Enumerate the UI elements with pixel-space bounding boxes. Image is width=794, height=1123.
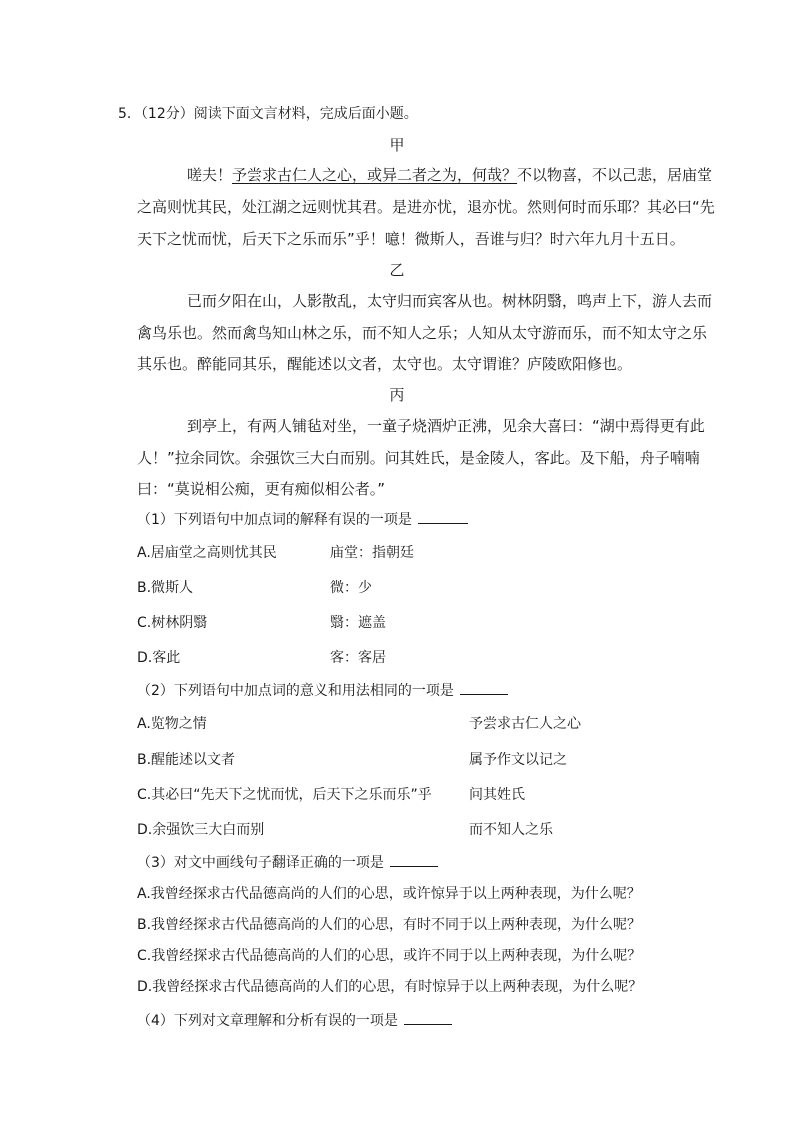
passage-bing-line-1: 到亭上，有两人铺毡对坐，一童子烧酒炉正沸，见余大喜曰：“湖中焉得更有此 [187,417,705,435]
question-number: 5． [118,106,141,122]
sub-question-2-option-a-compare: 予尝求古仁人之心 [469,716,581,732]
passage-jia-line-1 [187,164,712,186]
option-text: D.余强饮三大白而别 [137,822,265,838]
passage-jia-line-2: 之高则忧其民，处江湖之远则忧其君。是进亦忧，退亦忧。然则何时而乐耶？其必曰“先 [137,198,715,216]
sub-question-3-stem [137,852,438,873]
answer-blank-2[interactable] [460,680,508,695]
passage-title-bing: 丙 [389,386,405,404]
passage-jia-line-1-start: 嗟夫！ [187,166,233,184]
option-text: A.居庙堂之高则忧其民 [137,545,277,561]
sub-question-3-text: （3）对文中画线句子翻译正确的一项是 [137,855,384,871]
sub-question-2-option-d[interactable] [137,820,264,840]
sub-question-1-stem [137,509,468,530]
passage-yi-line-3: 其乐也。醉能同其乐，醒能述以文者，太守也。太守谓谁？庐陵欧阳修也。 [137,355,633,373]
sub-question-3-option-b[interactable]: B.我曾经探求古代品德高尚的人们的心思，有时不同于以上两种表现，为什么呢？ [137,917,642,933]
sub-question-3-option-d[interactable]: D.我曾经探求古代品德高尚的人们的心思，有时惊异于以上两种表现，为什么呢？ [137,979,643,995]
sub-question-2-option-a[interactable] [137,714,207,734]
sub-question-1-option-d[interactable] [137,648,180,668]
option-text: C.其必曰“先天下之忧而忧，后天下之乐而乐”乎 [137,787,432,803]
answer-blank-3[interactable] [390,852,438,867]
sub-question-1-option-a[interactable] [137,543,277,563]
sub-question-3-option-a[interactable]: A.我曾经探求古代品德高尚的人们的心思，或许惊异于以上两种表现，为什么呢？ [137,886,641,902]
option-text: C.树林阴翳 [137,615,208,631]
sub-question-1-text: （1）下列语句中加点词的解释有误的一项是 [137,512,412,528]
sub-question-2-option-b-compare: 属予作文以记之 [469,752,567,768]
underlined-sentence: 予尝求古仁人之心，或异二者之为，何哉？ [232,166,518,184]
sub-question-3-option-c[interactable]: C.我曾经探求古代品德高尚的人们的心思，或许不同于以上两种表现，为什么呢？ [137,948,642,964]
sub-question-1-option-d-gloss: 客：客居 [330,650,386,666]
sub-question-1-option-b-gloss: 微：少 [330,580,372,596]
answer-blank-4[interactable] [404,1010,452,1025]
question-header [118,104,418,124]
passage-yi-line-2: 禽鸟乐也。然而禽鸟知山林之乐，而不知人之乐；人知从太守游而乐，而不知太守之乐 [137,324,708,342]
sub-question-1-option-c-gloss: 翳：遮盖 [330,615,386,631]
sub-question-1-option-a-gloss: 庙堂：指朝廷 [330,545,414,561]
answer-blank-1[interactable] [418,509,468,524]
passage-bing-line-2: 人！”拉余同饮。余强饮三大白而别。问其姓氏，是金陵人，客此。及下船，舟子喃喃 [137,449,700,467]
option-text: B.微斯人 [137,580,194,596]
passage-jia-line-3: 天下之忧而忧，后天下之乐而乐”乎！噫！微斯人，吾谁与归？时六年九月十五日。 [137,230,685,248]
passage-title-jia: 甲 [389,136,405,154]
sub-question-2-option-c-compare: 问其姓氏 [469,787,525,803]
sub-question-1-option-b[interactable] [137,578,193,598]
option-text: A.览物之情 [137,716,207,732]
option-text: B.醒能述以文者 [137,752,236,768]
sub-question-2-option-c[interactable] [137,785,432,805]
sub-question-2-option-d-compare: 而不知人之乐 [469,822,553,838]
question-instruction: （12分）阅读下面文言材料，完成后面小题。 [140,106,418,122]
passage-bing-line-3: 曰：“莫说相公痴，更有痴似相公者。” [137,480,386,498]
passage-title-yi: 乙 [389,261,405,279]
sub-question-2-stem [137,680,508,701]
passage-yi-line-1: 已而夕阳在山，人影散乱，太守归而宾客从也。树林阴翳，鸣声上下，游人去而 [187,292,713,310]
sub-question-2-option-b[interactable] [137,750,235,770]
passage-jia-line-1-end: 不以物喜，不以己悲，居庙堂 [517,166,713,184]
sub-question-2-text: （2）下列语句中加点词的意义和用法相同的一项是 [137,683,454,699]
sub-question-4-stem [137,1010,452,1031]
sub-question-4-text: （4）下列对文章理解和分析有误的一项是 [137,1013,398,1029]
sub-question-1-option-c[interactable] [137,613,207,633]
option-text: D.客此 [137,650,181,666]
